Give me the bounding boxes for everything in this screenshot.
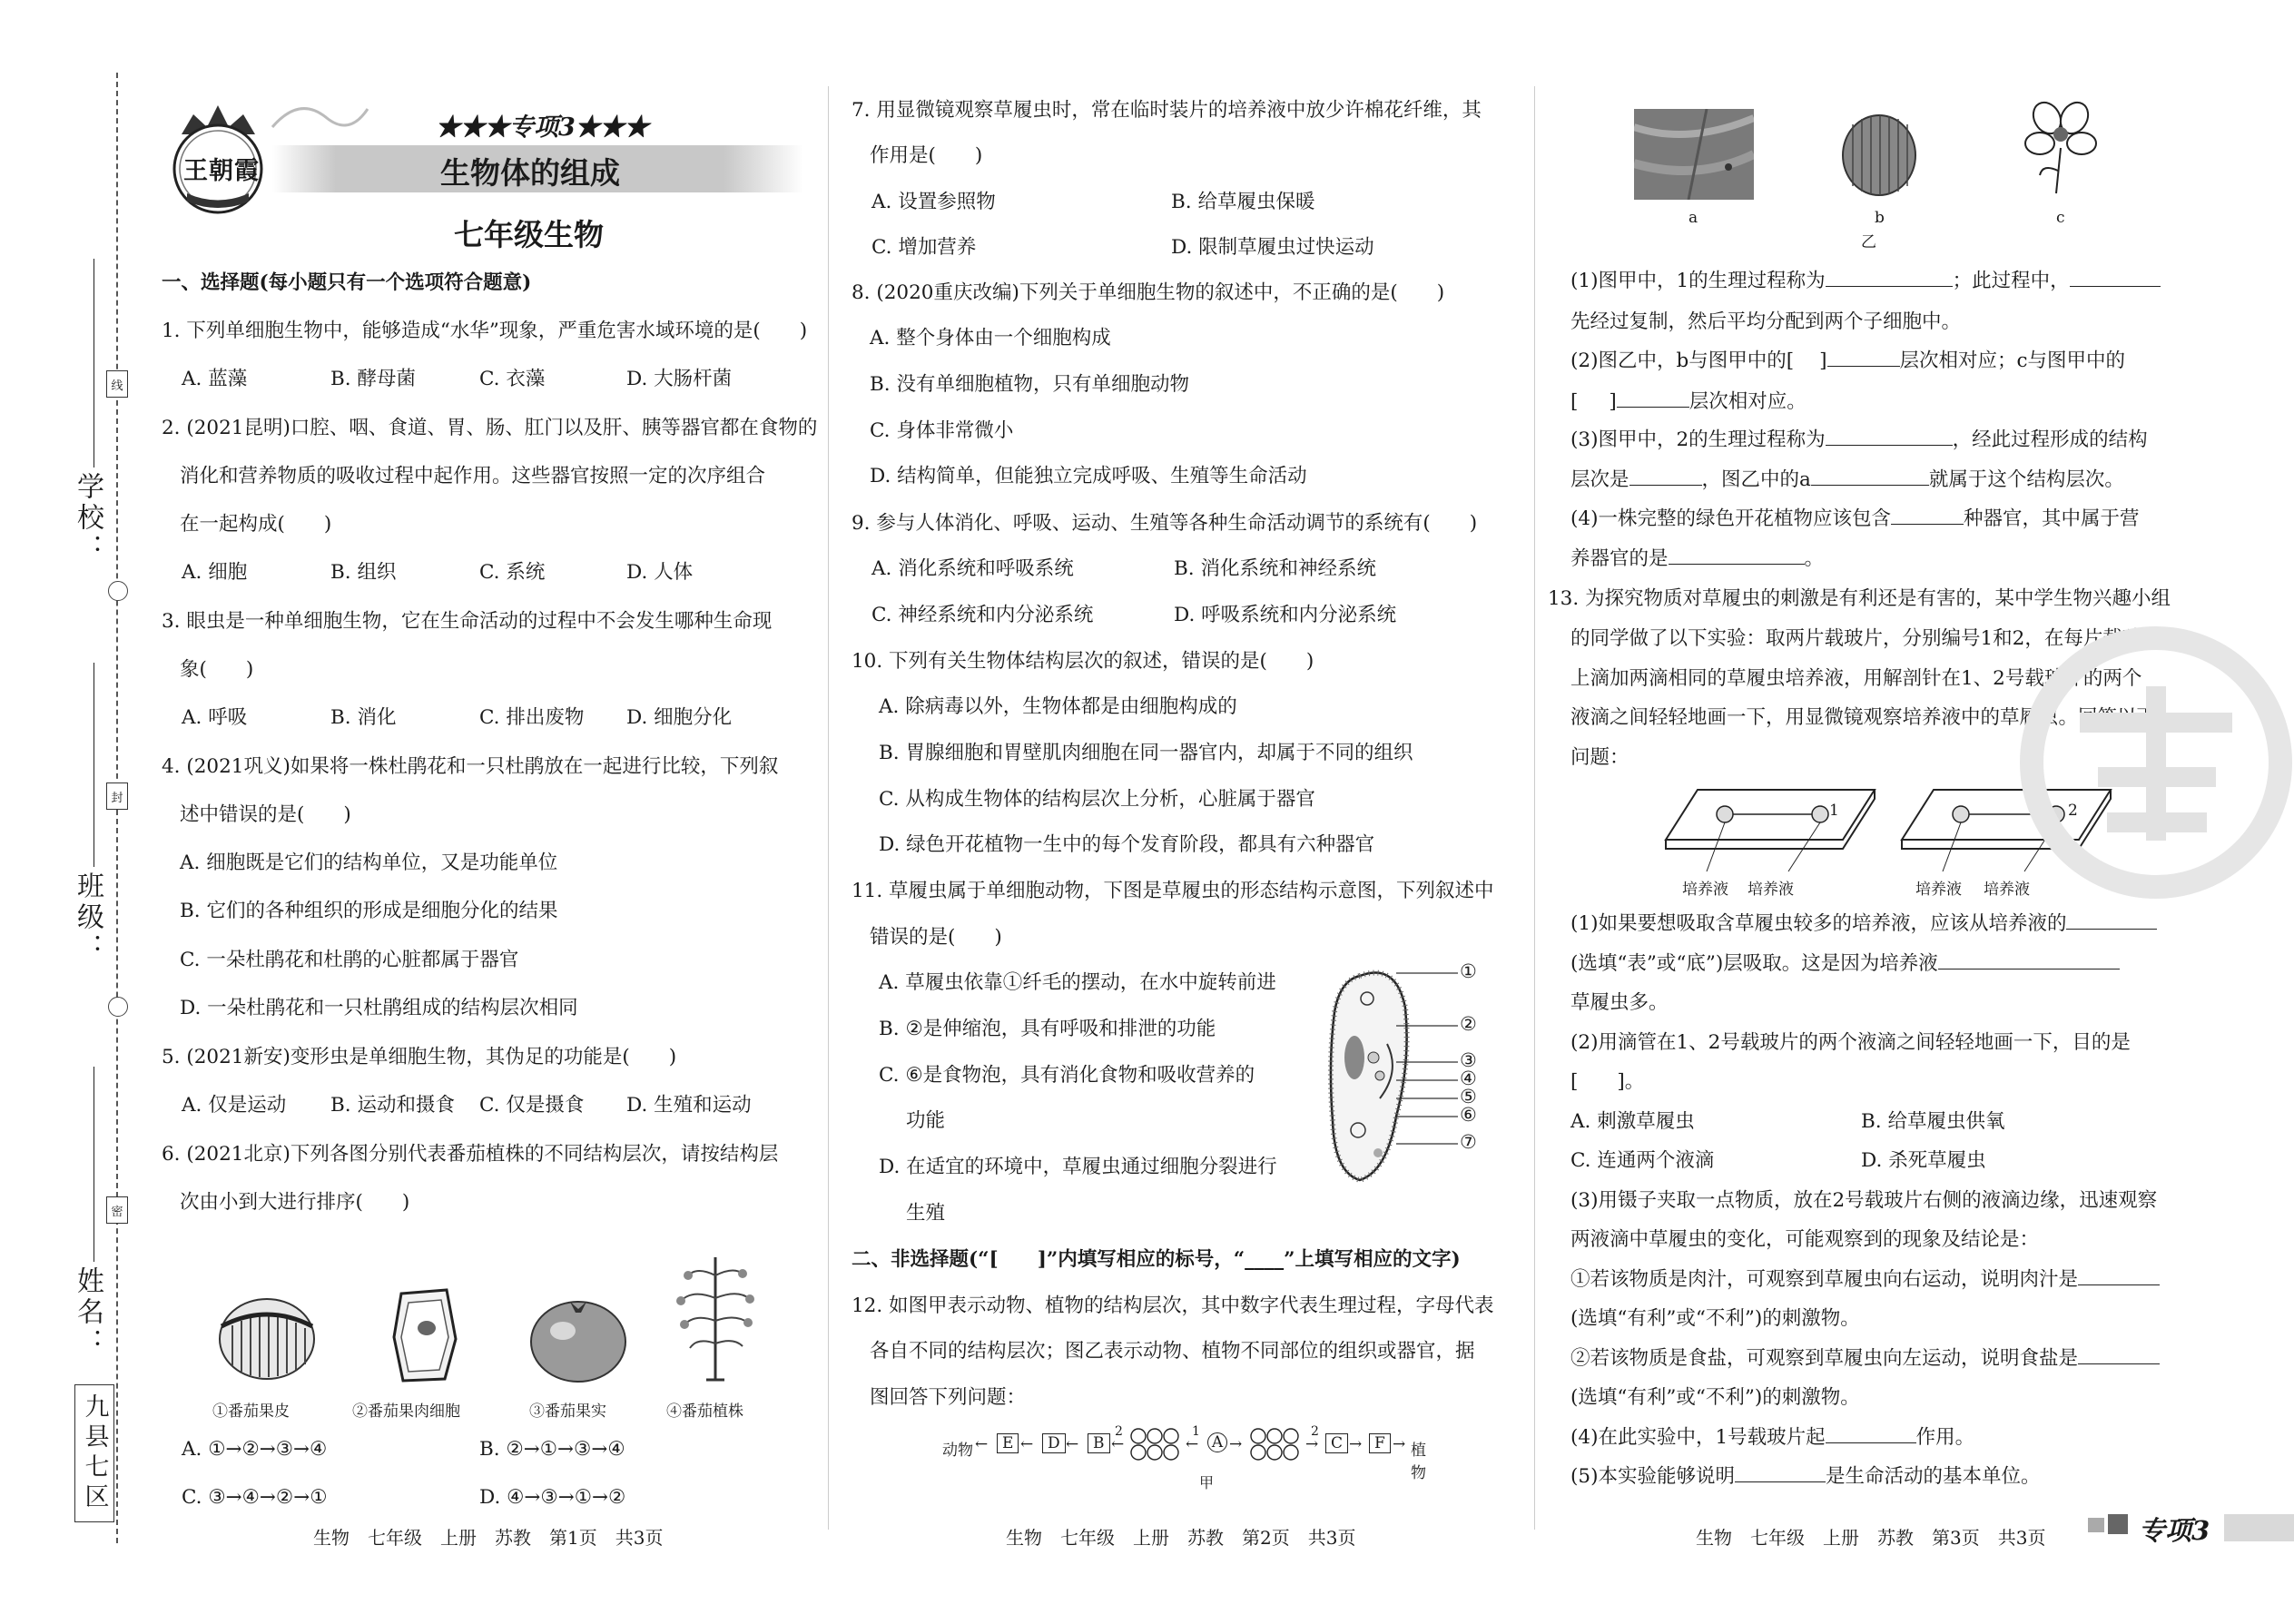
corner-badge: 专项3 xyxy=(2139,1515,2210,1546)
q5-option-a[interactable]: A. 仅是运动 xyxy=(182,1094,287,1117)
q13-part2-option-c[interactable]: C. 连通两个液滴 xyxy=(1570,1149,1715,1172)
q3-stem-line1: 3. 眼虫是一种单细胞生物，它在生命活动的过程中不会发生哪种生命现 xyxy=(162,610,773,633)
diagram-animal-label: 动物 xyxy=(942,1442,973,1460)
name-label: 姓名： xyxy=(72,1266,103,1359)
slide-1-label-left: 培养液 xyxy=(1682,881,1728,899)
q13-part5-text-b: 是生命活动的基本单位。 xyxy=(1825,1465,2041,1488)
q12-part4-text-a: (4)一株完整的绿色开花植物应该包含 xyxy=(1570,507,1891,530)
q12-stem-line2: 各自不同的结构层次；图乙表示动物、植物不同部位的组织或器官，据 xyxy=(870,1340,1475,1363)
diagram-plant-label: 植物 xyxy=(1411,1442,1426,1482)
corner-decoration xyxy=(2088,1518,2104,1532)
diagram-box-b: B xyxy=(1088,1433,1110,1453)
q13-stem-line3: 上滴加两滴相同的草履虫培养液，用解剖针在1、2号载玻片的两个 xyxy=(1570,667,2142,690)
column-divider-1 xyxy=(828,86,829,1530)
logo xyxy=(162,98,275,216)
q10-option-d[interactable]: D. 绿色开花植物一生中的每个发育阶段，都具有六种器官 xyxy=(879,833,1375,856)
q9-option-a[interactable]: A. 消化系统和呼吸系统 xyxy=(871,557,1074,580)
binding-seal-dot xyxy=(108,997,128,1017)
q10-stem: 10. 下列有关生物体结构层次的叙述，错误的是( ) xyxy=(852,650,1314,673)
q6-option-d[interactable]: D. ④→③→①→② xyxy=(479,1486,626,1509)
page-title: 生物体的组成 xyxy=(440,155,620,191)
paramecium-label-3: ③ xyxy=(1460,1049,1477,1071)
micrograph-b-image xyxy=(1840,113,1918,197)
figure-b-label-b: b xyxy=(1875,209,1885,227)
q1-option-b[interactable]: B. 酵母菌 xyxy=(330,368,416,390)
q12-part4-line2 xyxy=(1570,546,1824,573)
q1-option-d[interactable]: D. 大肠杆菌 xyxy=(626,368,733,390)
q3-option-c[interactable]: C. 排出废物 xyxy=(479,706,585,729)
q13-part4-text-b: 作用。 xyxy=(1915,1426,1975,1449)
q2-option-b[interactable]: B. 组织 xyxy=(330,561,397,584)
q12-part3-blank-3[interactable] xyxy=(1811,467,1929,486)
diagram-num-1: 1 xyxy=(1192,1424,1200,1439)
q11-stem-line2: 错误的是( ) xyxy=(870,926,1002,949)
cell-cluster-icon xyxy=(1249,1428,1304,1461)
q11-option-c-line2: 功能 xyxy=(906,1109,946,1132)
q6-caption-4: ④番茄植株 xyxy=(666,1403,743,1421)
q12-part2-text-c: 层次相对应；c与图甲中的 xyxy=(1899,349,2126,372)
q12-part1-text-b: ；此过程中， xyxy=(1952,270,2070,292)
q3-option-b[interactable]: B. 消化 xyxy=(330,706,397,729)
diagram-circle-a: A xyxy=(1207,1432,1227,1452)
q13-part1-line1 xyxy=(1570,910,2157,938)
q4-option-d[interactable]: D. 一朵杜鹃花和一只杜鹃组成的结构层次相同 xyxy=(180,997,578,1019)
q13-part4-line xyxy=(1570,1424,1974,1452)
q6-stem-line1: 6. (2021北京)下列各图分别代表番茄植株的不同结构层次，请按结构层 xyxy=(162,1143,779,1166)
q12-part2-blank-1[interactable] xyxy=(1827,348,1900,367)
q13-part5-line xyxy=(1570,1463,2040,1491)
tomato-fruit-image xyxy=(527,1287,631,1385)
section-1-heading: 一、选择题(每小题只有一个选项符合题意) xyxy=(162,271,532,294)
binding-tag-xian: 线 xyxy=(106,370,128,398)
stamp-pattern-icon xyxy=(2043,650,2269,875)
class-label: 班级： xyxy=(72,871,103,964)
diagram-box-d: D xyxy=(1042,1433,1066,1453)
q5-option-b[interactable]: B. 运动和摄食 xyxy=(330,1094,455,1117)
q1-option-c[interactable]: C. 衣藻 xyxy=(479,368,546,390)
q2-option-d[interactable]: D. 人体 xyxy=(626,561,694,584)
q8-option-a[interactable]: A. 整个身体由一个细胞构成 xyxy=(870,327,1111,349)
q12-part3-text-d: ，图乙中的a xyxy=(1701,468,1811,491)
arrow-icon: → xyxy=(1305,1435,1319,1453)
slide-1-label-right: 培养液 xyxy=(1748,881,1794,899)
q13-stem-line1: 13. 为探究物质对草履虫的刺激是有利还是有害的，某中学生物兴趣小组 xyxy=(1548,587,2171,610)
q12-part4-text-c: 养器官的是 xyxy=(1570,547,1669,570)
logo-text: 王朝霞 xyxy=(183,157,260,185)
q1-option-a[interactable]: A. 蓝藻 xyxy=(182,368,248,390)
arrow-icon: ← xyxy=(1066,1435,1079,1453)
q2-stem-line2: 消化和营养物质的吸收过程中起作用。这些器官按照一定的次序组合 xyxy=(180,465,766,487)
q6-stem-line2: 次由小到大进行排序( ) xyxy=(180,1191,410,1214)
slide-2-label-left: 培养液 xyxy=(1915,881,1962,899)
q12-part1-blank-1[interactable] xyxy=(1826,268,1953,287)
tomato-plant-image xyxy=(670,1248,761,1384)
q9-stem: 9. 参与人体消化、呼吸、运动、生殖等各种生命活动调节的系统有( ) xyxy=(852,512,1478,535)
q12-part2-text-b: ] xyxy=(1819,349,1827,372)
q6-caption-2: ②番茄果肉细胞 xyxy=(352,1403,460,1421)
q12-part1-blank-2[interactable] xyxy=(2070,268,2161,287)
diagram-box-f: F xyxy=(1369,1433,1391,1453)
q9-option-c[interactable]: C. 神经系统和内分泌系统 xyxy=(871,604,1094,626)
diagram-box-c: C xyxy=(1325,1433,1348,1453)
q12-part4-blank-2[interactable] xyxy=(1669,546,1805,565)
q2-option-a[interactable]: A. 细胞 xyxy=(182,561,248,584)
q11-option-d-line1[interactable]: D. 在适宜的环境中，草履虫通过细胞分裂进行 xyxy=(879,1156,1277,1178)
paramecium-label-2: ② xyxy=(1460,1013,1477,1035)
q11-option-c-line1[interactable]: C. ⑥是食物泡，具有消化食物和吸收营养的 xyxy=(879,1064,1255,1087)
q12-part3-text-e: 就属于这个结构层次。 xyxy=(1928,468,2124,491)
q12-part2-text-a: (2)图乙中，b与图甲中的[ xyxy=(1570,349,1795,372)
q13-part5-blank[interactable] xyxy=(1735,1463,1826,1482)
q12-part1-line1 xyxy=(1570,268,2161,295)
arrow-icon: ← xyxy=(1020,1435,1034,1453)
binding-tag-mi: 密 xyxy=(106,1196,128,1224)
q11-stem-line1: 11. 草履虫属于单细胞动物，下图是草履虫的形态结构示意图，下列叙述中 xyxy=(852,880,1494,902)
q5-option-d[interactable]: D. 生殖和运动 xyxy=(626,1094,752,1117)
pulp-cell-image xyxy=(389,1284,461,1386)
ribbon-decoration-icon xyxy=(263,91,372,145)
q13-part4-blank[interactable] xyxy=(1826,1424,1916,1443)
watermark-stamp xyxy=(2020,626,2292,899)
q12-part3-blank-1[interactable] xyxy=(1826,427,1953,446)
paramecium-label-7: ⑦ xyxy=(1460,1131,1477,1153)
q12-part2-text-d: [ xyxy=(1570,390,1579,413)
q11-option-b[interactable]: B. ②是伸缩泡，具有呼吸和排泄的功能 xyxy=(879,1018,1216,1040)
q12-part2-line1 xyxy=(1570,348,2125,375)
q12-part3-text-a: (3)图甲中，2的生理过程称为 xyxy=(1570,428,1826,451)
q3-stem-line2: 象( ) xyxy=(180,658,254,681)
q3-option-d[interactable]: D. 细胞分化 xyxy=(626,706,733,729)
q13-part1-blank-1[interactable] xyxy=(2066,910,2157,930)
footer-page-3: 生物 七年级 上册 苏教 第3页 共3页 xyxy=(1696,1527,2046,1549)
q12-part2-text-e: ] xyxy=(1609,390,1617,413)
q13-stem-line4: 液滴之间轻轻地画一下，用显微镜观察培养液中的草履虫。回答以下 xyxy=(1570,706,2157,729)
arrow-icon: → xyxy=(1349,1435,1363,1453)
q12-part1-text-a: (1)图甲中，1的生理过程称为 xyxy=(1570,270,1826,292)
arrow-icon: ← xyxy=(1186,1435,1199,1453)
slide-1-number: 1 xyxy=(1829,802,1839,820)
corner-decoration xyxy=(2108,1514,2128,1534)
q12-part2-line2 xyxy=(1570,389,1807,416)
q13-stem-line2: 的同学做了以下实验：取两片载玻片，分别编号1和2，在每片载玻片 xyxy=(1570,627,2161,650)
q13-part3-blank-2[interactable] xyxy=(2078,1345,2160,1364)
q13-stem-line5: 问题： xyxy=(1570,746,1629,769)
q4-option-c[interactable]: C. 一朵杜鹃花和杜鹃的心脏都属于器官 xyxy=(180,949,519,971)
arrow-icon: → xyxy=(1393,1435,1406,1453)
q7-stem-line1: 7. 用显微镜观察草履虫时，常在临时装片的培养液中放少许棉花纤维，其 xyxy=(852,99,1482,122)
q12-stem-line1: 12. 如图甲表示动物、植物的结构层次，其中数字代表生理过程，字母代表 xyxy=(852,1294,1494,1317)
q12-part3-text-c: 层次是 xyxy=(1570,468,1629,491)
q12-part4-text-b: 种器官，其中属于营 xyxy=(1963,507,2140,530)
binding-tag-feng: 封 xyxy=(106,782,128,810)
q12-part3-line2 xyxy=(1570,467,2124,494)
q13-part2-option-d[interactable]: D. 杀死草履虫 xyxy=(1861,1149,1986,1172)
q9-option-d[interactable]: D. 呼吸系统和内分泌系统 xyxy=(1174,604,1397,626)
q8-stem: 8. (2020重庆改编)下列关于单细胞生物的叙述中，不正确的是( ) xyxy=(852,281,1445,304)
q12-part3-blank-2[interactable] xyxy=(1629,467,1702,486)
paramecium-label-1: ① xyxy=(1460,960,1477,982)
q13-part5-text-a: (5)本实验能够说明 xyxy=(1570,1465,1735,1488)
column-divider-2 xyxy=(1534,86,1535,1530)
slide-1-diagram xyxy=(1661,785,1879,876)
q8-option-d[interactable]: D. 结构简单，但能独立完成呼吸、生殖等生命活动 xyxy=(870,465,1307,487)
tomato-peel-image xyxy=(216,1294,318,1384)
q8-option-c[interactable]: C. 身体非常微小 xyxy=(870,419,1014,442)
q13-part2-line2[interactable]: [ ]。 xyxy=(1570,1070,1645,1093)
q12-part2-blank-2[interactable] xyxy=(1617,389,1689,408)
arrow-icon: → xyxy=(1229,1435,1243,1453)
paramecium-leader-lines xyxy=(1396,962,1460,1184)
q8-option-b[interactable]: B. 没有单细胞植物，只有单细胞动物 xyxy=(870,373,1189,396)
special-label: ★★★专项3★★★ xyxy=(436,113,649,142)
q2-option-c[interactable]: C. 系统 xyxy=(479,561,546,584)
paramecium-label-4: ④ xyxy=(1460,1068,1477,1089)
q4-stem-line1: 4. (2021巩义)如果将一株杜鹃花和一只杜鹃放在一起进行比较，下列叙 xyxy=(162,755,779,778)
binding-margin xyxy=(0,0,145,1624)
q12-part3-line1 xyxy=(1570,427,2148,454)
q12-part4-blank-1[interactable] xyxy=(1891,506,1964,525)
q13-part2-option-a[interactable]: A. 刺激草履虫 xyxy=(1570,1110,1695,1133)
q4-stem-line2: 述中错误的是( ) xyxy=(180,803,351,826)
q10-option-b[interactable]: B. 胃腺细胞和胃壁肌肉细胞在同一器官内，却属于不同的组织 xyxy=(879,742,1413,764)
diagram-box-e: E xyxy=(997,1433,1019,1453)
diagram-num-2-right: 2 xyxy=(1311,1424,1319,1439)
q7-option-d[interactable]: D. 限制草履虫过快运动 xyxy=(1171,236,1374,259)
figure-b-label-a: a xyxy=(1689,209,1698,227)
q13-part3-line1: (3)用镊子夹取一点物质，放在2号载玻片右侧的液滴边缘，迅速观察 xyxy=(1570,1189,2158,1212)
q13-part3-line5 xyxy=(1570,1345,2160,1373)
q11-option-a[interactable]: A. 草履虫依靠①纤毛的摆动，在水中旋转前进 xyxy=(879,971,1276,994)
arrow-icon: ← xyxy=(975,1435,989,1453)
region-label: 九县七区 xyxy=(80,1393,109,1513)
q13-part3-line6: (选填“有利”或“不利”)的刺激物。 xyxy=(1570,1386,1860,1409)
q12-stem-line3: 图回答下列问题： xyxy=(870,1386,1027,1409)
leader-lines-icon xyxy=(1396,962,1460,1180)
diagram-caption: 甲 xyxy=(1199,1474,1215,1491)
q6-caption-1: ①番茄果皮 xyxy=(212,1403,290,1421)
q6-option-b[interactable]: B. ②→①→③→④ xyxy=(479,1438,625,1461)
q13-part1-blank-2[interactable] xyxy=(1938,950,2120,969)
flower-c-image xyxy=(2020,98,2102,198)
q12-part3-text-b: ，经此过程形成的结构 xyxy=(1952,428,2148,451)
q13-part3-blank-1[interactable] xyxy=(2078,1266,2160,1285)
corner-bar xyxy=(2224,1514,2294,1541)
q13-part1-text-a: (1)如果要想吸取含草履虫较多的培养液，应该从培养液的 xyxy=(1570,912,2067,935)
q2-stem-line1: 2. (2021昆明)口腔、咽、食道、胃、肠、肛门以及肝、胰等器官都在食物的 xyxy=(162,417,818,439)
q13-part2-option-b[interactable]: B. 给草履虫供氧 xyxy=(1861,1110,2005,1133)
q7-stem-line2: 作用是( ) xyxy=(870,144,983,167)
q5-stem: 5. (2021新安)变形虫是单细胞生物，其伪足的功能是( ) xyxy=(162,1046,677,1068)
paramecium-label-5: ⑤ xyxy=(1460,1086,1477,1107)
q10-option-c[interactable]: C. 从构成生物体的结构层次上分析，心脏属于器官 xyxy=(879,788,1315,811)
footer-page-2: 生物 七年级 上册 苏教 第2页 共3页 xyxy=(1006,1527,1356,1549)
q13-part1-line3: 草履虫多。 xyxy=(1570,991,1669,1014)
q13-part3-text-b: ②若该物质是食盐，可观察到草履虫向左运动，说明食盐是 xyxy=(1570,1347,2079,1370)
section-2-heading: 二、非选择题(“[ ]”内填写相应的标号，“____”上填写相应的文字) xyxy=(852,1248,1461,1271)
structure-diagram xyxy=(942,1424,1426,1493)
q7-option-c[interactable]: C. 增加营养 xyxy=(871,236,977,259)
q12-part2-bracket-2[interactable] xyxy=(1578,389,1609,408)
q12-part4-line1 xyxy=(1570,506,2139,533)
q12-part1-line2: 先经过复制，然后平均分配到两个子细胞中。 xyxy=(1570,310,1962,333)
q9-option-b[interactable]: B. 消化系统和神经系统 xyxy=(1174,557,1376,580)
arrow-icon: ← xyxy=(1111,1435,1125,1453)
q13-part3-line4: (选填“有利”或“不利”)的刺激物。 xyxy=(1570,1307,1860,1330)
q10-option-a[interactable]: A. 除病毒以外，生物体都是由细胞构成的 xyxy=(879,695,1237,718)
q13-part3-line3 xyxy=(1570,1266,2160,1294)
cell-cluster-icon xyxy=(1129,1428,1184,1461)
q7-option-b[interactable]: B. 给草履虫保暖 xyxy=(1171,191,1315,213)
footer-page-1: 生物 七年级 上册 苏教 第1页 共3页 xyxy=(313,1527,664,1549)
q11-option-d-line2: 生殖 xyxy=(906,1202,946,1225)
q6-option-c[interactable]: C. ③→④→②→① xyxy=(182,1486,328,1509)
school-label: 学校： xyxy=(72,472,103,565)
binding-seal-dot xyxy=(108,581,128,601)
figure-b-caption: 乙 xyxy=(1861,233,1876,251)
q12-part2-text-f: 层次相对应。 xyxy=(1689,390,1807,413)
diagram-num-2-left: 2 xyxy=(1115,1424,1123,1439)
q13-part2-line1: (2)用滴管在1、2号载玻片的两个液滴之间轻轻地画一下，目的是 xyxy=(1570,1031,2131,1054)
q4-option-a[interactable]: A. 细胞既是它们的结构单位，又是功能单位 xyxy=(180,851,558,874)
q13-part1-line2 xyxy=(1570,950,2120,978)
q6-option-a[interactable]: A. ①→②→③→④ xyxy=(182,1438,328,1461)
q13-part4-text-a: (4)在此实验中，1号载玻片起 xyxy=(1570,1426,1826,1449)
q12-part2-bracket-1[interactable] xyxy=(1794,349,1819,367)
slide-2-label-right: 培养液 xyxy=(1984,881,2030,899)
slide-2-number: 2 xyxy=(2068,802,2078,820)
page-subtitle: 七年级生物 xyxy=(454,217,604,252)
region-box xyxy=(74,1384,114,1522)
figure-b-label-c: c xyxy=(2056,209,2065,227)
micrograph-a-image xyxy=(1634,109,1754,200)
q7-option-a[interactable]: A. 设置参照物 xyxy=(871,191,996,213)
q12-part4-text-d: 。 xyxy=(1804,547,1825,570)
q4-option-b[interactable]: B. 它们的各种组织的形成是细胞分化的结果 xyxy=(180,900,558,922)
q13-part1-text-b: (选填“表”或“底”)层吸取。这是因为培养液 xyxy=(1570,952,1938,975)
q6-caption-3: ③番茄果实 xyxy=(529,1403,606,1421)
paramecium-label-6: ⑥ xyxy=(1460,1104,1477,1126)
q2-stem-line3: 在一起构成( ) xyxy=(180,513,332,536)
q1-stem: 1. 下列单细胞生物中，能够造成“水华”现象，严重危害水域环境的是( ) xyxy=(162,320,808,342)
q5-option-c[interactable]: C. 仅是摄食 xyxy=(479,1094,585,1117)
q13-part3-text-a: ①若该物质是肉汁，可观察到草履虫向右运动，说明肉汁是 xyxy=(1570,1268,2079,1291)
q13-part3-line2: 两液滴中草履虫的变化，可能观察到的现象及结论是： xyxy=(1570,1228,2040,1251)
q3-option-a[interactable]: A. 呼吸 xyxy=(182,706,248,729)
